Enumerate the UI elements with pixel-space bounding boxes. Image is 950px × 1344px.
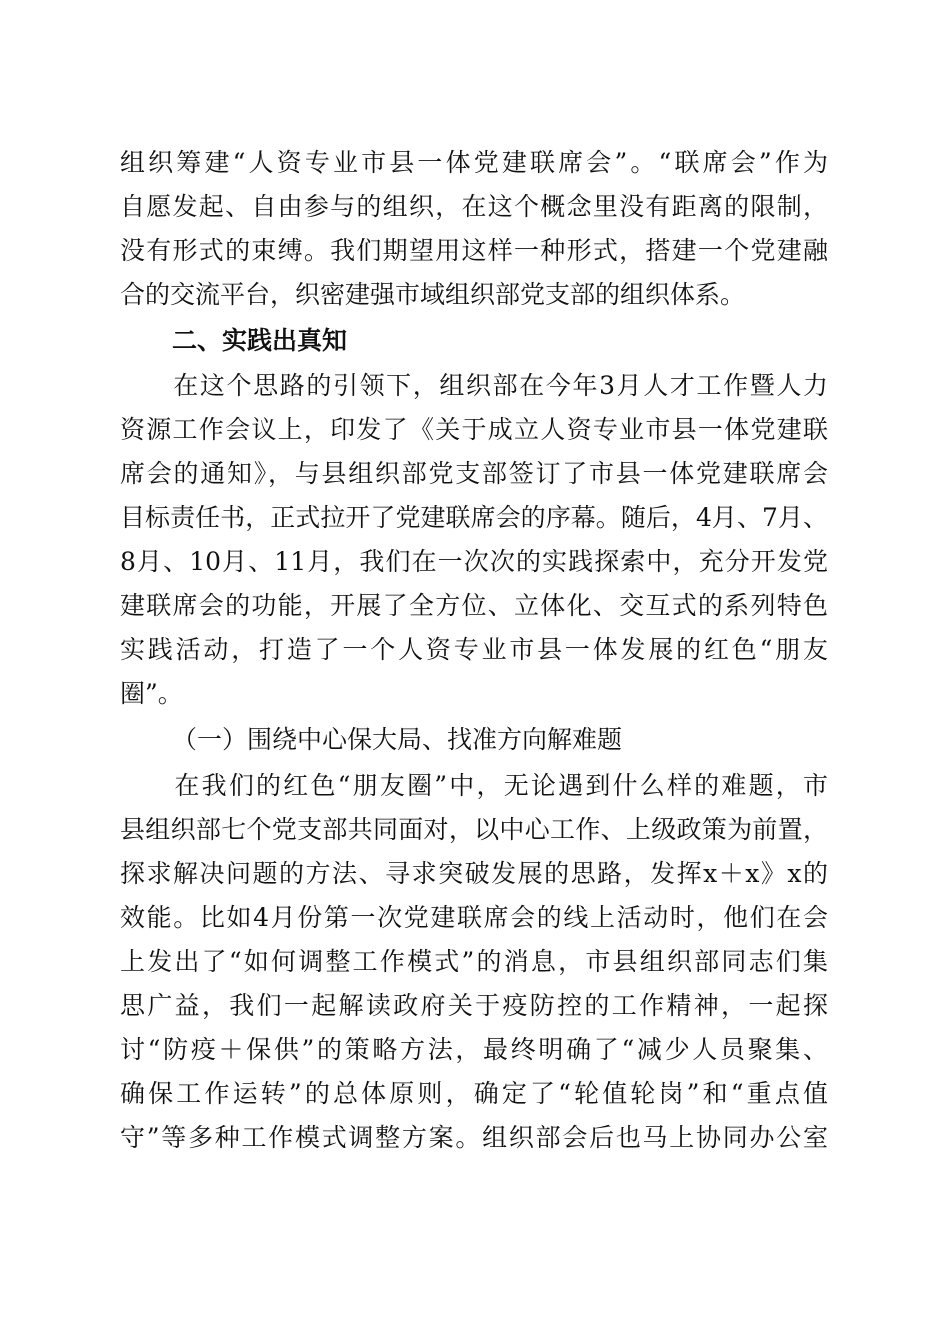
section-line-3: 席会的通知》，与县组织部党支部签订了市县一体党建联席会 [120,459,828,488]
subsection-line-1: 在我们的红色“朋友圈”中，无论遇到什么样的难题，市 [120,771,828,800]
subsection-line-4: 效能。比如4月份第一次党建联席会的线上活动时，他们在会 [120,903,828,932]
intro-line-3: 没有形式的束缚。我们期望用这样一种形式，搭建一个党建融 [120,236,828,265]
subsection-line-6: 思广益，我们一起解读政府关于疫防控的工作精神，一起探 [120,991,828,1020]
subsection-line-2: 县组织部七个党支部共同面对，以中心工作、上级政策为前置， [120,815,828,844]
subsection-heading: （一）围绕中心保大局、找准方向解难题 [172,725,623,754]
subsection-line-9: 守”等多种工作模式调整方案。组织部会后也马上协同办公室 [120,1123,828,1152]
subsection-line-5: 上发出了“如何调整工作模式”的消息，市县组织部同志们集 [120,947,828,976]
subsection-line-3: 探求解决问题的方法、寻求突破发展的思路，发挥x＋x》x的 [120,859,828,888]
intro-line-2: 自愿发起、自由参与的组织，在这个概念里没有距离的限制， [120,192,828,221]
section-line-6: 建联席会的功能，开展了全方位、立体化、交互式的系列特色 [120,591,828,620]
section-line-8: 圈”。 [120,679,183,708]
section-heading: 二、实践出真知 [172,326,348,355]
section-line-5: 8月、10月、11月，我们在一次次的实践探索中，充分开发党 [120,547,828,576]
intro-line-4: 合的交流平台，织密建强市域组织部党支部的组织体系。 [120,280,746,309]
subsection-line-8: 确保工作运转”的总体原则，确定了“轮值轮岗”和“重点值 [120,1079,828,1108]
section-line-2: 资源工作会议上，印发了《关于成立人资专业市县一体党建联 [120,415,828,444]
subsection-line-7: 讨“防疫＋保供”的策略方法，最终明确了“减少人员聚集、 [120,1035,828,1064]
section-line-4: 目标责任书，正式拉开了党建联席会的序幕。随后，4月、7月、 [120,503,828,532]
section-line-7: 实践活动，打造了一个人资专业市县一体发展的红色“朋友 [120,635,828,664]
section-line-1: 在这个思路的引领下，组织部在今年3月人才工作暨人力 [120,371,828,400]
intro-line-1: 组织筹建“人资专业市县一体党建联席会”。“联席会”作为 [120,148,828,177]
